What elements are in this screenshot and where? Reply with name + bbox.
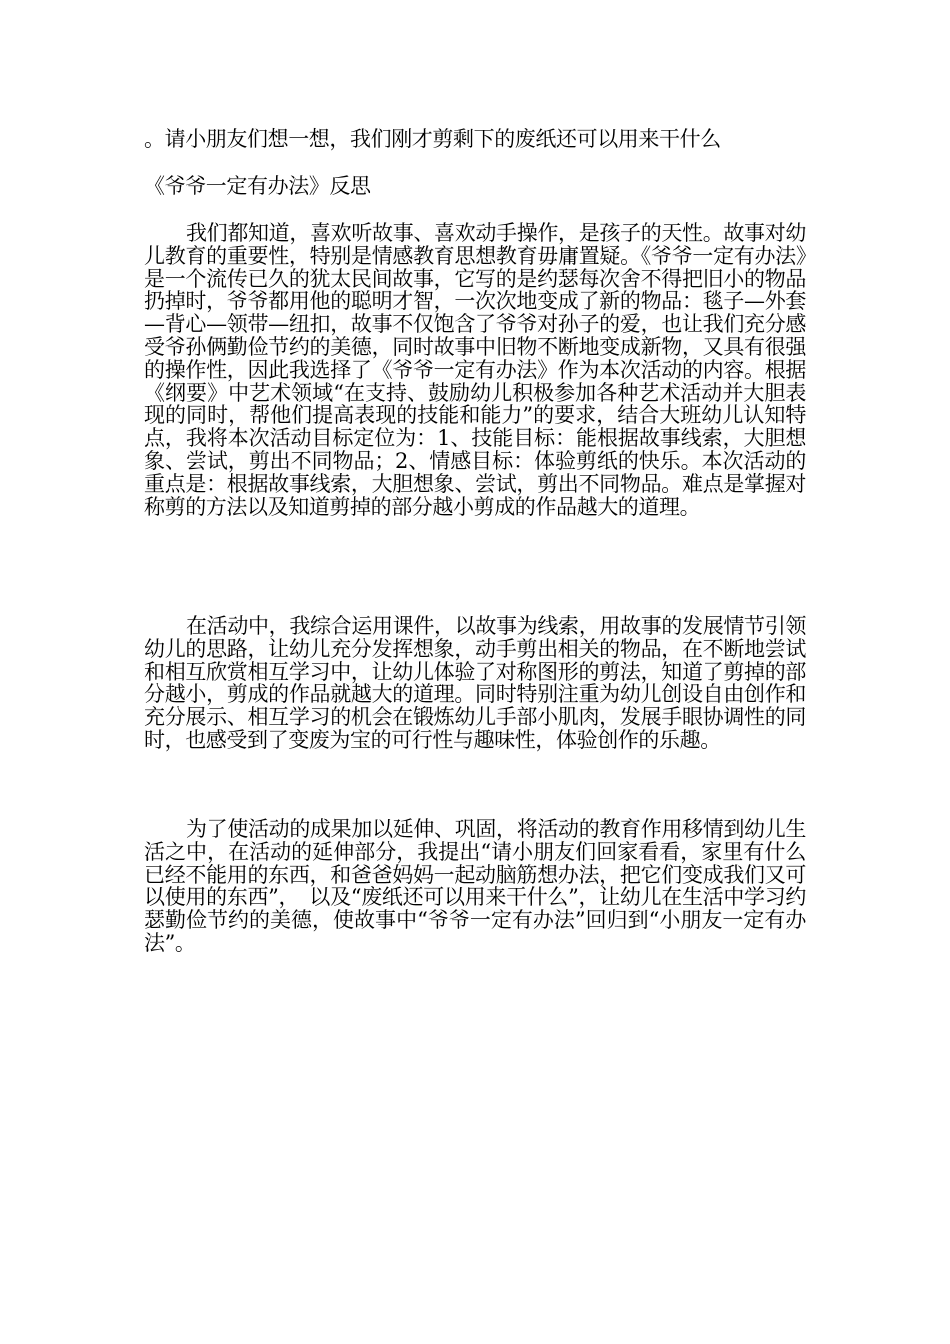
section-title: 《爷爷一定有办法》反思 bbox=[144, 174, 371, 198]
body-paragraph: 为了使活动的成果加以延伸、巩固，将活动的教育作用移情到幼儿生活之中，在活动的延伸部分，我提出“请小朋友们回家看看，家里有什么已经不能用的东西，和爸爸妈妈一起动脑筋想办法，把它们变成我们又可以使用的东西”， 以及“废纸还可以用来干什么”，让幼儿在生活中学习约瑟勤俭节约的美德，使故事中“爷爷一定有办法”回归到“小朋友一定有办法”。 bbox=[144, 817, 806, 955]
body-paragraph: 在活动中，我综合运用课件，以故事为线索，用故事的发展情节引领幼儿的思路，让幼儿充分发挥想象，动手剪出相关的物品，在不断地尝试和相互欣赏相互学习中，让幼儿体验了对称图形的剪法，知道了剪掉的部分越小，剪成的作品就越大的道理。同时特别注重为幼儿创设自由创作和充分展示、相互学习的机会在锻炼幼儿手部小肌肉，发展手眼协调性的同时，也感受到了变废为宝的可行性与趣味性，体验创作的乐趣。 bbox=[144, 614, 806, 752]
body-paragraph: 我们都知道，喜欢听故事、喜欢动手操作，是孩子的天性。故事对幼儿教育的重要性，特别是情感教育思想教育毋庸置疑。《爷爷一定有办法》是一个流传已久的犹太民间故事，它写的是约瑟每次舍不得把旧小的物品扔掉时，爷爷都用他的聪明才智，一次次地变成了新的物品：毯子—外套—背心—领带—纽扣，故事不仅饱含了爷爷对孙子的爱，也让我们充分感受爷孙俩勤俭节约的美德，同时故事中旧物不断地变成新物，又具有很强的操作性，因此我选择了《爷爷一定有办法》作为本次活动的内容。根据《纲要》中艺术领域“在支持、鼓励幼儿积极参加各种艺术活动并大胆表现的同时，帮他们提高表现的技能和能力”的要求，结合大班幼儿认知特点，我将本次活动目标定位为：1、技能目标：能根据故事线索，大胆想象、尝试，剪出不同物品；2、情感目标：体验剪纸的快乐。本次活动的重点是：根据故事线索，大胆想象、尝试，剪出不同物品。难点是掌握对称剪的方法以及知道剪掉的部分越小剪成的作品越大的道理。 bbox=[144, 221, 806, 519]
intro-line: 。请小朋友们想一想，我们刚才剪剩下的废纸还可以用来干什么 bbox=[144, 127, 721, 151]
